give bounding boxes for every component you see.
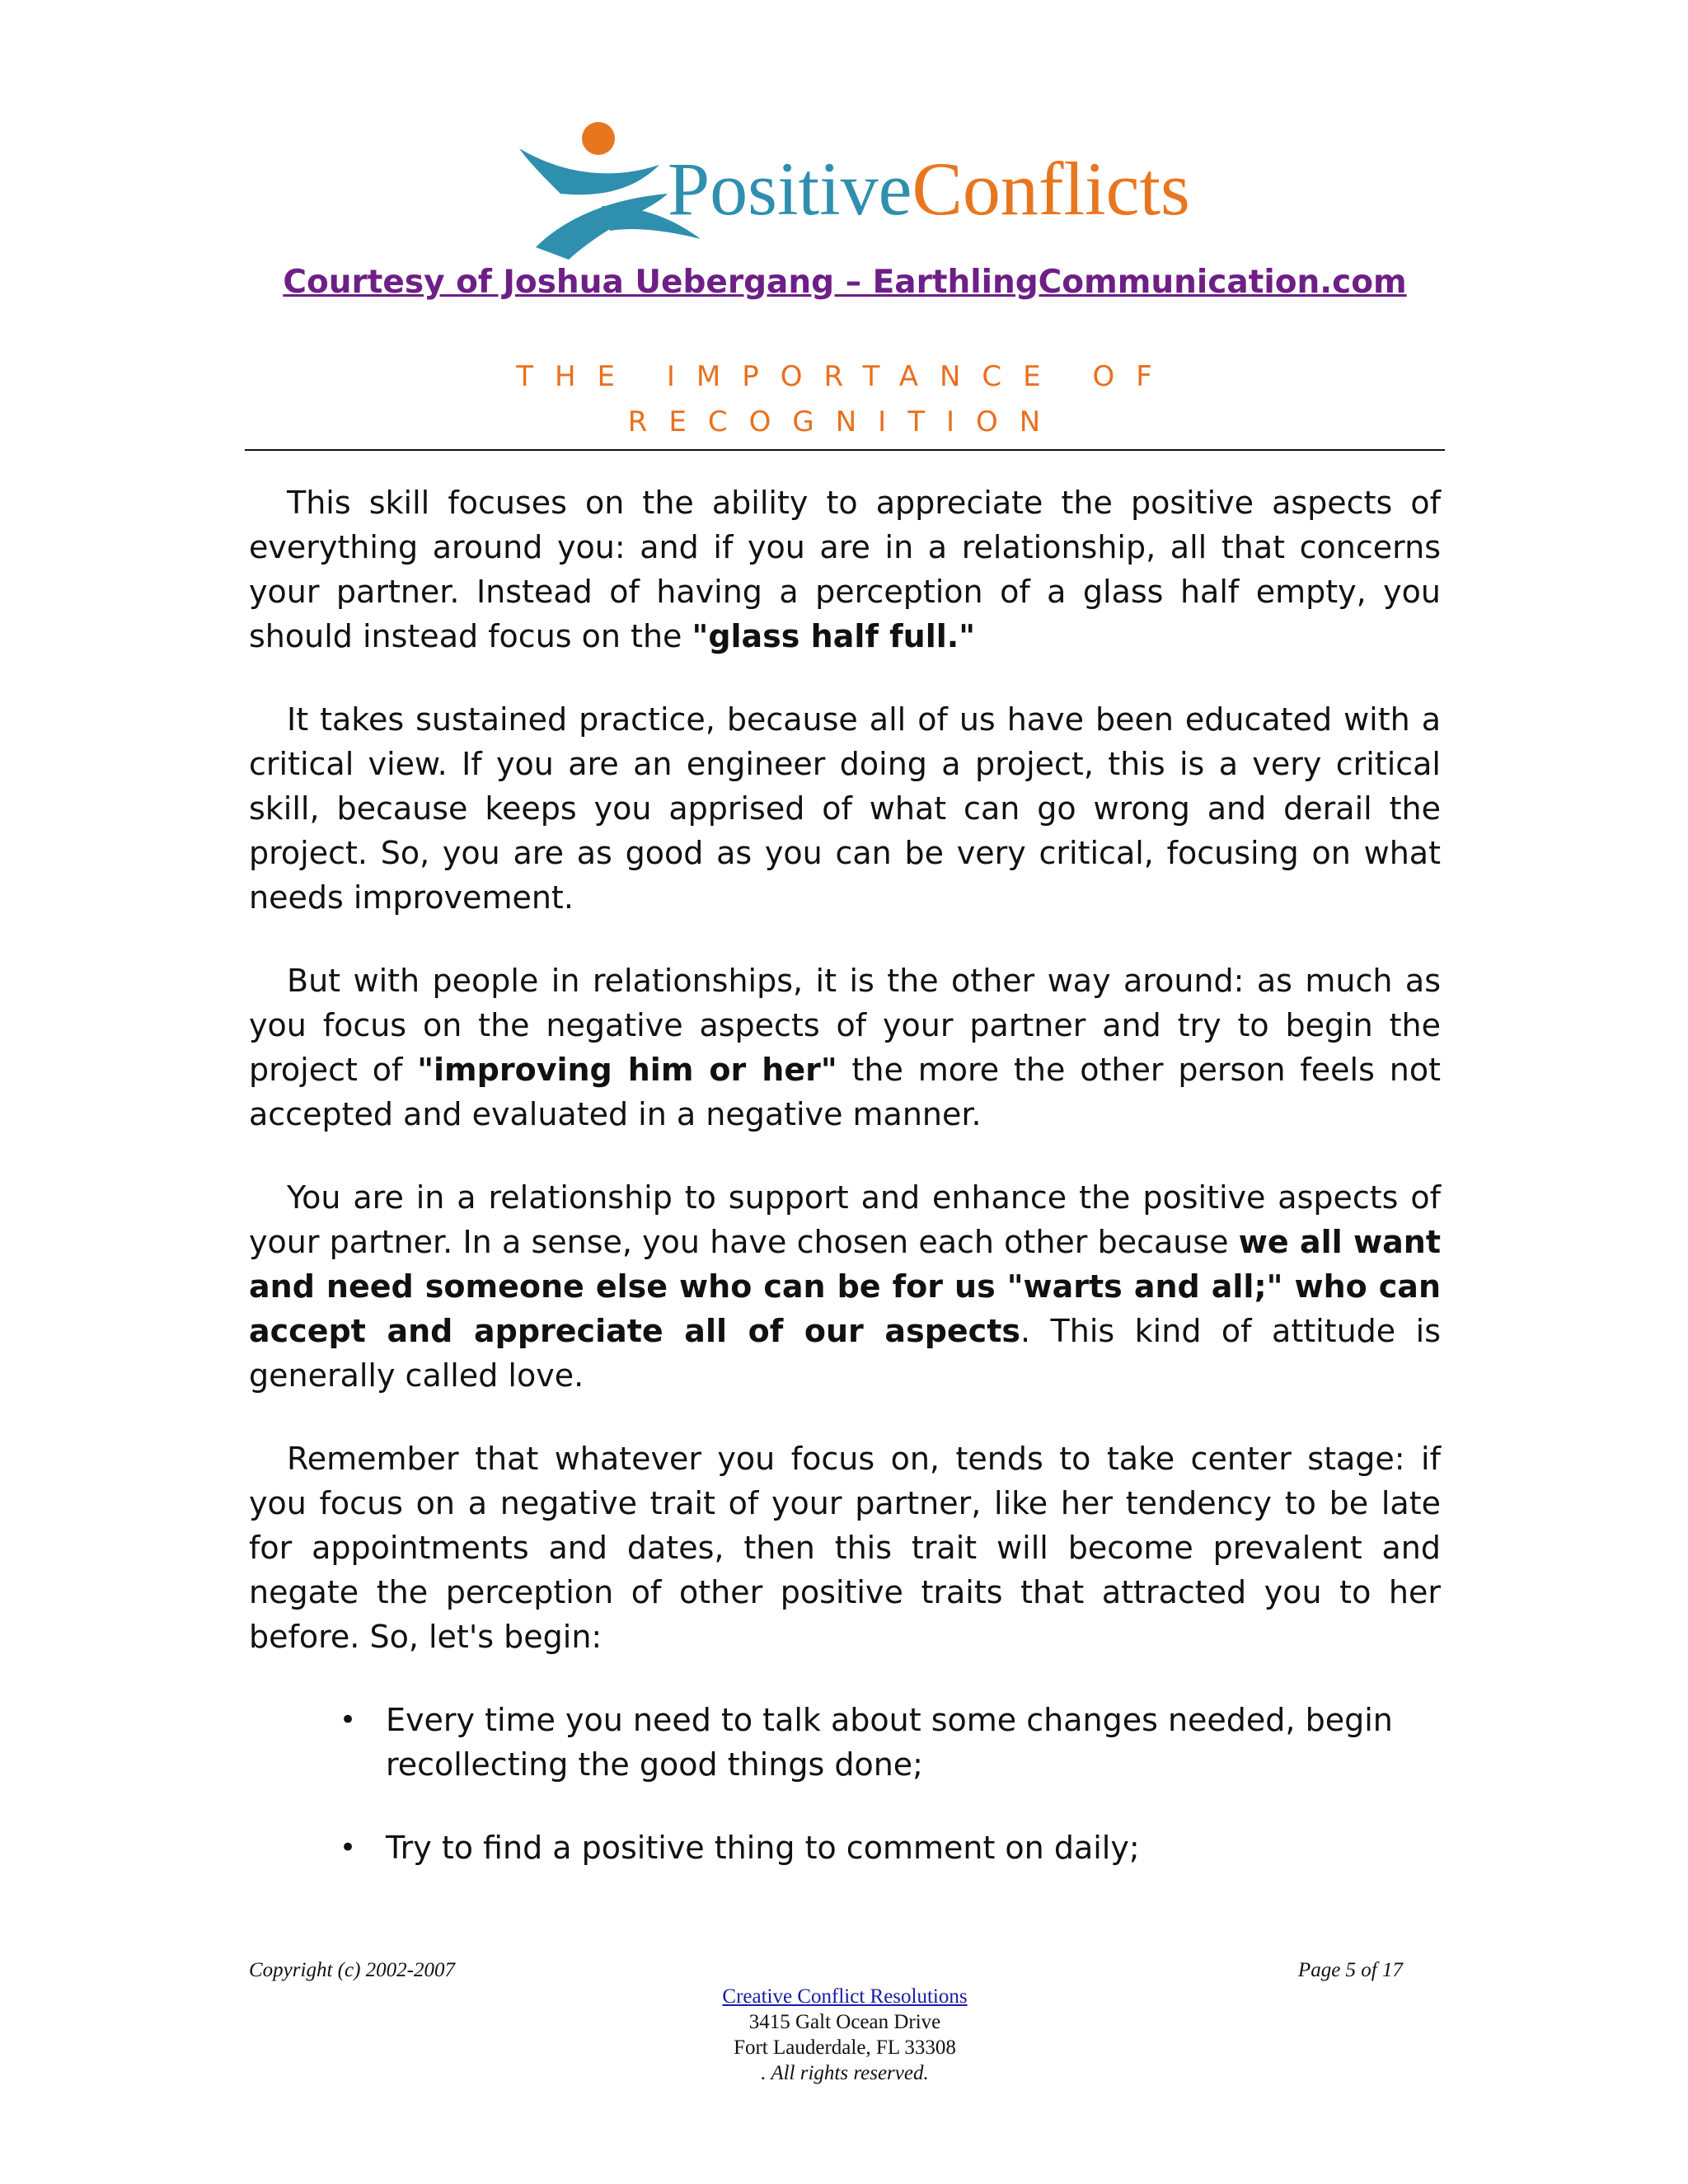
company-link[interactable]: Creative Conflict Resolutions [722, 1985, 968, 2008]
bullet-icon: • [340, 1831, 357, 1864]
logo-word-positive: Positive [668, 147, 912, 231]
address-line-1: 3415 Galt Ocean Drive [748, 2011, 941, 2033]
title-line-1: THE IMPORTANCE OF [516, 360, 1174, 393]
paragraph-5: Remember that whatever you focus on, tends to take center stage: if you focus on a negative trait of your partner, like her tendency to be late for appointments and dates, then this trait will become prevalent and negate the perception of other positive traits that attracted you to her before. So, let's begin: [249, 1441, 1441, 1655]
page-title [247, 354, 1442, 445]
positive-conflicts-logo [511, 115, 1203, 264]
bullet-list [249, 1698, 1441, 1870]
paragraph-1: This skill focuses on the ability to appreciate the positive aspects of everything around you: and if you are in a relationship, all that concerns your partner. Instead of having a perception of a glass half empty, you should instead focus on the "glass half full." [249, 485, 1441, 654]
bullet-icon: • [340, 1704, 357, 1736]
address-line-2: Fort Lauderdale, FL 33308 [734, 2036, 956, 2059]
title-divider [245, 449, 1445, 451]
bold-phrase: we all want and need someone else who can be for us "warts and all;" who can accept and appreciate all of our aspects [249, 1224, 1441, 1349]
paragraph-4: You are in a relationship to support and enhance the positive aspects of your partner. In a sense, you have chosen each other because we all want and need someone else who can be for us "warts and all;" who can accept and appreciate all of our aspects. This kind of attitude is generally called love. [249, 1179, 1441, 1394]
article-body [249, 480, 1441, 1909]
list-item: • Every time you need to talk about some changes needed, begin recollecting the good things done; [249, 1698, 1441, 1787]
svg-text:PositiveConflicts [668, 147, 1190, 231]
footer-address [249, 1984, 1441, 2086]
title-line-2: RECOGNITION [627, 405, 1062, 438]
list-item: • Try to find a positive thing to comment on daily; [249, 1825, 1441, 1870]
paragraph-3: But with people in relationships, it is the other way around: as much as you focus on the negative aspects of your partner and try to begin the project of "improving him or her" the more the other person feels not accepted and evaluated in a negative manner. [249, 963, 1442, 1132]
rights-reserved: . All rights reserved. [761, 2062, 929, 2084]
paragraph-2: It takes sustained practice, because all of us have been educated with a critical view. If you are an engineer doing a project, this is a very critical skill, because keeps you apprised of what can go wrong and derail the project. So, you are as good as you can be very critical, focusing on what needs improvement. [249, 701, 1441, 916]
bold-phrase: "improving him or her" [417, 1052, 837, 1088]
logo-word-conflicts: Conflicts [912, 147, 1190, 231]
courtesy-link[interactable]: Courtesy of Joshua Uebergang – EarthlingCommunication.com [283, 264, 1407, 301]
page-number: Page 5 of 17 [1297, 1959, 1403, 1981]
bold-phrase: "glass half full." [692, 618, 975, 654]
copyright: Copyright (c) 2002-2007 [249, 1959, 455, 1981]
logo-figure-icon [511, 115, 1203, 264]
